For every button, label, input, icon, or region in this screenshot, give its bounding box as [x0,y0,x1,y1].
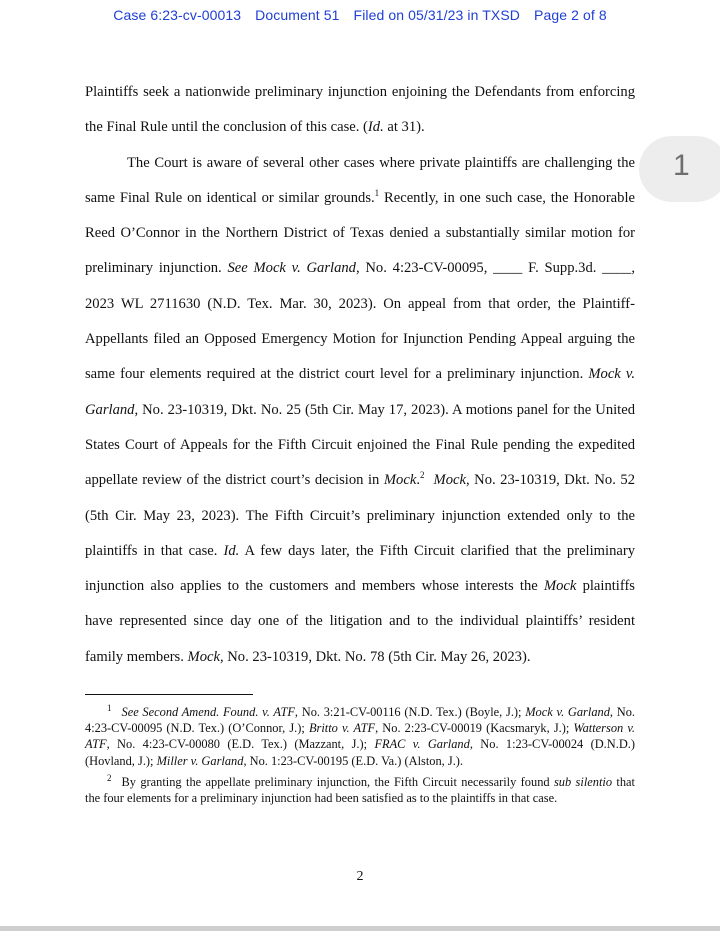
case-citation: Miller v. Garland [156,753,244,768]
document-number: Document 51 [255,7,340,23]
text-run: A few days later, the Fifth Circuit clarified that the preliminary injunction also applies to the customers and members whose interests the [85,542,636,595]
paragraph-2 [85,146,635,675]
text-run: , No. 4:23-CV-00095, ____ F. Supp.3d. ____, 2023 WL 2711630 (N.D. Tex. Mar. 30, 2023). On appeal from that order, the Plaintiff-Appellants filed an Opposed Emergency Motion for Injunction Pending Appeal arguing the same four elements required at the district court level for a preliminary injunction. [85,260,635,383]
text-run: , No. 3:21-CV-00116 (N.D. Tex.) (Boyle, J.); [294,705,526,719]
text-run: Plaintiffs seek a nationwide preliminary injunction enjoining the Defendants from enforcing the Final Rule until the conclusion of this case. ( [85,84,635,136]
case-citation: Mock [187,648,220,665]
case-citation: Watterson v. ATF [85,721,636,752]
text-run: , No. 4:23-CV-00095 (N.D. Tex.) (O’Connor, J.); [85,705,635,736]
case-citation: Mock v. Garland [525,705,610,719]
footnote-number: 2 [107,772,112,783]
footnote-1 [85,704,635,769]
text-run: , No. 23-10319, Dkt. No. 25 (5th Cir. May 17, 2023). A motions panel for the United States Court of Appeals for the Fifth Circuit enjoined the Final Rule pending the expedited appellate review of the district court’s decision in [85,401,635,489]
footnote-2 [85,774,635,806]
viewer-scrollbar[interactable] [0,926,720,931]
footnote-ref-1[interactable]: 1 [374,188,380,199]
citation-id: Id. [223,542,240,559]
page-indicator-number: 1 [673,149,690,182]
case-citation: Mock v. Garland [85,366,635,418]
text-run: at 31). [383,119,425,136]
case-citation: Mock [433,472,466,489]
text-run: . [416,472,420,489]
case-citation: Mock [543,578,577,595]
text-run: Recently, in one such case, the Honorable Reed O’Connor in the Northern District of Texas denied a substantially similar motion for preliminary injunction. [85,189,635,277]
footnote-divider [85,694,253,695]
text-run: , No. 4:23-CV-00080 (E.D. Tex.) (Mazzant, J.); [106,737,375,752]
footnote-number: 1 [107,702,112,713]
footnotes [85,704,635,811]
text-run: , No. 1:23-CV-00195 (E.D. Va.) (Alston, J.). [243,753,464,768]
text-run: , No. 2:23-CV-00019 (Kacsmaryk, J.); [375,721,574,736]
body-text [85,75,635,675]
paragraph-1 [85,75,635,146]
case-citation: See Mock v. Garland [227,260,356,277]
page-of: Page 2 of 8 [534,7,607,23]
case-citation: See Second Amend. Found. v. ATF [121,705,295,719]
case-citation: Mock [383,472,417,489]
text-run: By granting the appellate preliminary injunction, the Fifth Circuit necessarily found [121,774,554,789]
text-run: The Court is aware of several other cases where private plaintiffs are challenging the same Final Rule on identical or similar grounds. [85,154,635,206]
filed-date: Filed on 05/31/23 in TXSD [353,7,520,23]
text-run: , No. 23-10319, Dkt. No. 52 (5th Cir. May 23, 2023). The Fifth Circuit’s preliminary injunction extended only to the plaintiffs in that case. [85,472,635,559]
case-citation: FRAC v. Garland [374,737,470,752]
text-run: , No. 1:23-CV-00024 (D.N.D.) (Hovland, J.); [85,737,635,768]
citation-id: Id. [367,119,384,136]
page-number: 2 [356,869,364,884]
text-run: , No. 23-10319, Dkt. No. 78 (5th Cir. May 26, 2023). [219,648,531,665]
case-citation: Britto v. ATF [308,721,376,736]
latin-term: sub silentio [553,774,613,789]
footnote-ref-2[interactable]: 2 [419,470,425,481]
page-indicator-badge [639,136,720,202]
case-number: Case 6:23-cv-00013 [113,7,242,23]
filing-header [0,7,720,23]
text-run: plaintiffs have represented since day one of the litigation and to the individual plaintiffs’ resident family members. [85,578,635,665]
text-run: that the four elements for a preliminary injunction had been satisfied as to the plaintiffs in that case. [85,774,635,806]
